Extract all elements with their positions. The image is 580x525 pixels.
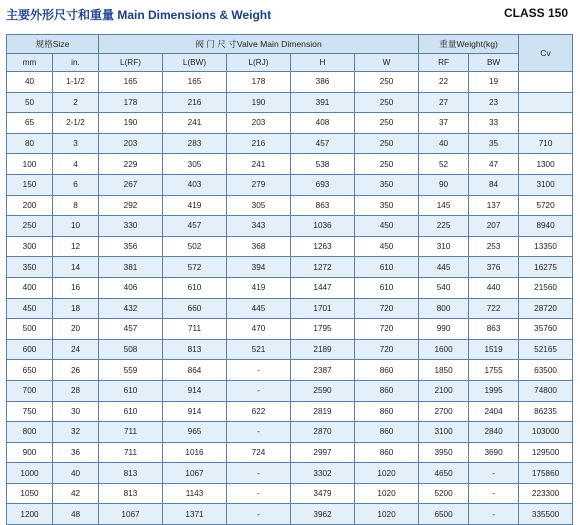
weight-header: 重量Weight(kg) [419,35,519,54]
cell-weight-bw: 722 [469,298,519,319]
cell-in: 1-1/2 [53,72,99,93]
cell-weight-bw: 84 [469,174,519,195]
cell-l-rj: 203 [227,113,291,134]
cell-weight-rf: 5200 [419,483,469,504]
cell-h: 2387 [291,360,355,381]
cell-cv: 335500 [519,504,573,525]
col-header-l-rf: L(RF) [99,54,163,72]
cell-mm: 750 [7,401,53,422]
cell-l-bw: 457 [163,216,227,237]
cell-weight-bw: 35 [469,133,519,154]
cell-weight-bw: 2404 [469,401,519,422]
col-header-l-rj: L(RJ) [227,54,291,72]
cell-cv: 3100 [519,174,573,195]
size-header: 规格Size [7,35,99,54]
cell-mm: 600 [7,339,53,360]
cell-cv: 103000 [519,422,573,443]
cell-in: 48 [53,504,99,525]
cell-in: 12 [53,236,99,257]
cell-cv [519,113,573,134]
table-row [7,92,573,113]
cell-l-rj: 343 [227,216,291,237]
col-header-mm: mm [7,54,53,72]
cell-l-rj: 178 [227,72,291,93]
cell-l-rf: 508 [99,339,163,360]
col-header-w: W [355,54,419,72]
cell-mm: 40 [7,72,53,93]
cell-w: 1020 [355,504,419,525]
cell-weight-bw: - [469,483,519,504]
cell-weight-bw: 137 [469,195,519,216]
cell-l-rj: - [227,504,291,525]
cell-l-bw: 660 [163,298,227,319]
cell-l-bw: 283 [163,133,227,154]
cell-l-bw: 216 [163,92,227,113]
cell-l-bw: 419 [163,195,227,216]
cell-h: 1701 [291,298,355,319]
cell-l-rj: 279 [227,174,291,195]
cell-weight-bw: 253 [469,236,519,257]
cv-header: Cv [519,35,573,72]
cell-h: 408 [291,113,355,134]
table-row [7,463,573,484]
cell-weight-rf: 990 [419,319,469,340]
cell-w: 250 [355,133,419,154]
cell-l-bw: 610 [163,277,227,298]
cell-in: 8 [53,195,99,216]
valve-dimension-header: 阀 门 尺 寸Valve Main Dimension [99,35,419,54]
cell-in: 6 [53,174,99,195]
cell-h: 3962 [291,504,355,525]
cell-l-bw: 305 [163,154,227,175]
table-row [7,154,573,175]
cell-mm: 1000 [7,463,53,484]
cell-mm: 700 [7,380,53,401]
cell-l-rj: 305 [227,195,291,216]
col-header-l-bw: L(BW) [163,54,227,72]
cell-in: 2-1/2 [53,113,99,134]
cell-w: 1020 [355,463,419,484]
table-row [7,360,573,381]
table-body [7,72,573,525]
cell-cv: 86235 [519,401,573,422]
table-row [7,339,573,360]
table-row [7,133,573,154]
cell-mm: 1050 [7,483,53,504]
cell-weight-rf: 2100 [419,380,469,401]
cell-w: 1020 [355,483,419,504]
cell-w: 610 [355,257,419,278]
cell-l-rj: - [227,483,291,504]
table-row [7,504,573,525]
col-header-weight-bw: BW [469,54,519,72]
cell-l-rf: 406 [99,277,163,298]
cell-l-bw: 1016 [163,442,227,463]
cell-l-rj: - [227,463,291,484]
cell-weight-bw: 3690 [469,442,519,463]
cell-l-rf: 1067 [99,504,163,525]
cell-mm: 1200 [7,504,53,525]
table-row [7,422,573,443]
cell-w: 610 [355,277,419,298]
cell-h: 863 [291,195,355,216]
cell-weight-bw: - [469,504,519,525]
pressure-class-label: CLASS 150 [503,6,568,20]
table-row [7,174,573,195]
cell-weight-rf: 3950 [419,442,469,463]
cell-cv [519,92,573,113]
cell-weight-bw: 376 [469,257,519,278]
cell-in: 40 [53,463,99,484]
cell-l-rj: 724 [227,442,291,463]
cell-l-rf: 229 [99,154,163,175]
cell-l-rj: - [227,380,291,401]
table-row [7,442,573,463]
cell-l-bw: 914 [163,380,227,401]
cell-l-bw: 813 [163,339,227,360]
cell-weight-rf: 40 [419,133,469,154]
cell-l-rj: - [227,422,291,443]
cell-cv: 13350 [519,236,573,257]
cell-weight-rf: 37 [419,113,469,134]
cell-in: 20 [53,319,99,340]
table-row [7,257,573,278]
cell-mm: 250 [7,216,53,237]
cell-l-rj: - [227,360,291,381]
cell-weight-rf: 310 [419,236,469,257]
cell-weight-rf: 3100 [419,422,469,443]
cell-l-rf: 381 [99,257,163,278]
cell-h: 1263 [291,236,355,257]
cell-l-bw: 1143 [163,483,227,504]
cell-mm: 800 [7,422,53,443]
cell-h: 1795 [291,319,355,340]
cell-mm: 200 [7,195,53,216]
cell-l-rf: 330 [99,216,163,237]
cell-mm: 50 [7,92,53,113]
cell-weight-rf: 800 [419,298,469,319]
table-row [7,401,573,422]
cell-in: 10 [53,216,99,237]
cell-weight-bw: 863 [469,319,519,340]
cell-w: 860 [355,380,419,401]
cell-l-bw: 403 [163,174,227,195]
cell-l-bw: 711 [163,319,227,340]
cell-cv: 710 [519,133,573,154]
cell-weight-bw: 440 [469,277,519,298]
cell-l-rj: 190 [227,92,291,113]
cell-l-rf: 711 [99,422,163,443]
cell-in: 42 [53,483,99,504]
cell-w: 250 [355,72,419,93]
cell-weight-bw: 1755 [469,360,519,381]
cell-weight-rf: 52 [419,154,469,175]
cell-mm: 350 [7,257,53,278]
cell-mm: 900 [7,442,53,463]
table-row [7,483,573,504]
table-row [7,195,573,216]
cell-in: 32 [53,422,99,443]
cell-l-rf: 190 [99,113,163,134]
cell-l-rf: 559 [99,360,163,381]
cell-l-rj: 241 [227,154,291,175]
cell-cv: 16275 [519,257,573,278]
cell-weight-rf: 27 [419,92,469,113]
cell-cv: 223300 [519,483,573,504]
cell-w: 250 [355,92,419,113]
cell-weight-rf: 1600 [419,339,469,360]
cell-in: 4 [53,154,99,175]
cell-in: 30 [53,401,99,422]
cell-mm: 100 [7,154,53,175]
dimensions-table [6,34,573,525]
cell-l-bw: 165 [163,72,227,93]
table-row [7,298,573,319]
cell-l-rj: 470 [227,319,291,340]
cell-mm: 500 [7,319,53,340]
cell-cv: 175860 [519,463,573,484]
cell-cv [519,72,573,93]
cell-l-rj: 445 [227,298,291,319]
cell-l-rf: 813 [99,463,163,484]
cell-cv: 5720 [519,195,573,216]
cell-weight-rf: 22 [419,72,469,93]
cell-in: 16 [53,277,99,298]
cell-l-rf: 178 [99,92,163,113]
cell-l-rj: 216 [227,133,291,154]
cell-l-rf: 432 [99,298,163,319]
cell-w: 350 [355,195,419,216]
cell-l-bw: 241 [163,113,227,134]
cell-h: 3479 [291,483,355,504]
cell-h: 2189 [291,339,355,360]
cell-h: 538 [291,154,355,175]
cell-l-rj: 521 [227,339,291,360]
table-row [7,113,573,134]
cell-in: 14 [53,257,99,278]
cell-cv: 52165 [519,339,573,360]
cell-l-rj: 419 [227,277,291,298]
cell-l-bw: 502 [163,236,227,257]
cell-h: 2819 [291,401,355,422]
cell-weight-bw: 2840 [469,422,519,443]
cell-mm: 450 [7,298,53,319]
cell-in: 18 [53,298,99,319]
page-title: 主要外形尺寸和重量 Main Dimensions & Weight [6,8,272,22]
cell-l-bw: 572 [163,257,227,278]
cell-w: 860 [355,401,419,422]
cell-w: 450 [355,236,419,257]
cell-w: 720 [355,298,419,319]
cell-w: 350 [355,174,419,195]
cell-l-rf: 203 [99,133,163,154]
cell-weight-rf: 540 [419,277,469,298]
table-row [7,72,573,93]
cell-in: 36 [53,442,99,463]
cell-weight-bw: 23 [469,92,519,113]
cell-w: 720 [355,319,419,340]
cell-weight-bw: 1519 [469,339,519,360]
cell-mm: 150 [7,174,53,195]
cell-in: 3 [53,133,99,154]
cell-l-rj: 622 [227,401,291,422]
cell-l-rf: 267 [99,174,163,195]
cell-l-rf: 292 [99,195,163,216]
cell-in: 28 [53,380,99,401]
cell-cv: 129500 [519,442,573,463]
cell-h: 693 [291,174,355,195]
cell-cv: 63500 [519,360,573,381]
col-header-weight-rf: RF [419,54,469,72]
cell-w: 250 [355,154,419,175]
cell-cv: 35760 [519,319,573,340]
cell-l-rf: 165 [99,72,163,93]
cell-mm: 650 [7,360,53,381]
table-row [7,277,573,298]
cell-h: 2590 [291,380,355,401]
cell-h: 1272 [291,257,355,278]
table-row [7,216,573,237]
cell-l-rj: 394 [227,257,291,278]
cell-h: 2997 [291,442,355,463]
cell-h: 1036 [291,216,355,237]
cell-h: 3302 [291,463,355,484]
cell-l-bw: 1371 [163,504,227,525]
cell-w: 720 [355,339,419,360]
cell-cv: 8940 [519,216,573,237]
cell-l-bw: 1067 [163,463,227,484]
cell-weight-rf: 6500 [419,504,469,525]
cell-weight-rf: 445 [419,257,469,278]
cell-weight-bw: 33 [469,113,519,134]
cell-l-rf: 610 [99,380,163,401]
cell-w: 860 [355,360,419,381]
cell-l-rf: 813 [99,483,163,504]
cell-mm: 65 [7,113,53,134]
cell-w: 860 [355,442,419,463]
cell-mm: 400 [7,277,53,298]
cell-l-rf: 610 [99,401,163,422]
cell-h: 457 [291,133,355,154]
cell-w: 450 [355,216,419,237]
cell-weight-bw: 207 [469,216,519,237]
cell-h: 386 [291,72,355,93]
cell-h: 391 [291,92,355,113]
cell-cv: 1300 [519,154,573,175]
cell-l-bw: 864 [163,360,227,381]
cell-w: 860 [355,422,419,443]
cell-l-bw: 914 [163,401,227,422]
cell-h: 1447 [291,277,355,298]
cell-h: 2870 [291,422,355,443]
cell-in: 2 [53,92,99,113]
cell-cv: 28720 [519,298,573,319]
table-row [7,380,573,401]
cell-cv: 21560 [519,277,573,298]
col-header-in: in. [53,54,99,72]
col-header-h: H [291,54,355,72]
cell-weight-rf: 2700 [419,401,469,422]
cell-weight-bw: 1995 [469,380,519,401]
cell-l-rf: 356 [99,236,163,257]
cell-weight-rf: 90 [419,174,469,195]
cell-weight-rf: 4650 [419,463,469,484]
cell-cv: 74800 [519,380,573,401]
cell-weight-rf: 145 [419,195,469,216]
cell-weight-bw: 19 [469,72,519,93]
cell-weight-bw: - [469,463,519,484]
cell-l-rj: 368 [227,236,291,257]
cell-weight-rf: 1850 [419,360,469,381]
cell-in: 26 [53,360,99,381]
cell-l-bw: 965 [163,422,227,443]
cell-l-rf: 457 [99,319,163,340]
cell-w: 250 [355,113,419,134]
cell-l-rf: 711 [99,442,163,463]
cell-in: 24 [53,339,99,360]
cell-weight-rf: 225 [419,216,469,237]
cell-weight-bw: 47 [469,154,519,175]
cell-mm: 80 [7,133,53,154]
table-row [7,236,573,257]
cell-mm: 300 [7,236,53,257]
table-row [7,319,573,340]
